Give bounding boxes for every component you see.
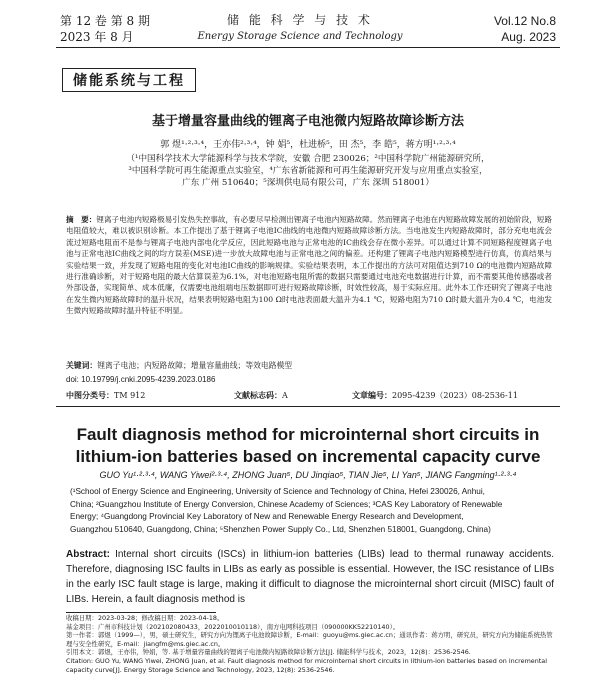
article-number-label: 文章编号：: [352, 390, 392, 400]
en-title-line: Fault diagnosis method for microinternal short circuits in: [76, 425, 540, 444]
en-affiliation-line: Energy; ⁴Guangdong Provincial Key Laboratory of New and Renewable Energy Research and Development,: [70, 512, 464, 521]
cn-affiliation-line: 广东 广州 510640；⁵深圳供电局有限公司，广东 深圳 518001）: [182, 178, 434, 189]
cn-abstract-text: 锂离子电池内短路极易引发热失控事故，有必要尽早检测出锂离子电池内短路故障。然而锂离子电池在内短路故障发展的初始阶段，短路电阻值较大，难以被识别诊断。本工作提出了基于锂离子电池IC曲线的电池微内短路故障诊断方法。当电池发生内短路故障时，部分充电电流会流过短路电阻而不是参与锂离子电池内部电化学反应，因此短路电池与正常电池的IC曲线会存在微小差异。可以通过计算不同短路程度锂离子电池与正常电池IC曲线之间的均方误差(MSE)进一步放大故障电池与正常电池之间的偏差。还构建了锂离子电池内短路模型进行仿真，仿真结果与实验结果一致，并发现了短路电阻的变化对电池IC曲线的影响规律。实验结果表明，本工作提出的方法可对阻值达到710 Ω的电池微内短路故障进行准确诊断，对于短路电阻的最大估算误差为6.1%，对电池短路电阻所需的数据只需要通过电池充电数据进行计算，而不需要其他传感器或者外部设备，实现简单、成本低廉，仅需要电池组端电压数据即可进行短路故障诊断，时效性较高，易于实际应用。此外本工作还研究了锂离子电池在发生微内短路故障时的温升状况，结果表明短路电阻为100 Ω时电池表面最大温升为4.1 ℃，短路电阻为710 Ω时最大温升为0.4 ℃，电池发生微内短路故障时温升特征不明显。: [66, 215, 552, 316]
clc-label: 中图分类号：: [66, 390, 114, 400]
section-label: 储能系统与工程: [62, 68, 196, 92]
header-rule: [56, 47, 560, 48]
en-affiliation-line: Guangzhou 510640, Guangdong, China; ⁵Shenzhen Power Supply Co., Ltd, Shenzhen 518001, Guangdong, China): [70, 524, 491, 534]
en-affiliation-line: China; ²Guangzhou Institute of Energy Conversion, Chinese Academy of Sciences; ³CAS Key Laboratory of Renewable: [70, 499, 503, 509]
journal-name-en: Energy Storage Science and Technology: [197, 31, 403, 42]
article-number: [352, 390, 518, 401]
cn-keywords-label: 关键词：: [66, 361, 98, 370]
cn-affiliations: [56, 153, 560, 190]
en-authors: GUO Yu¹·²·³·⁴, WANG Yiwei²·³·⁴, ZHONG Juan⁵, DU Jinqiao⁵, TIAN Jie⁵, LI Yan⁵, JIANG Fangming¹·²·³·⁴: [99, 470, 517, 480]
document-code-value: A: [282, 391, 288, 400]
cn-abstract-label: 摘 要：: [66, 215, 97, 224]
footnote-author-info: 第一作者：郭煜（1999—），男，硕士研究生，研究方向为锂离子电池故障诊断，E-mail：guoyu@ms.giec.ac.cn；通讯作者：蒋方明，研究员，研究方向为储能系统热管理与安全性研究，E-mail：jiangfm@ms.giec.ac.cn。: [66, 631, 553, 648]
cn-authors: 郭 煜¹·²·³·⁴，王亦伟²·³·⁴，钟 娟⁵，杜进桥⁵，田 杰⁵，李 皓⁵，蒋方明¹·²·³·⁴: [160, 140, 456, 150]
en-affiliation-line: (¹School of Energy Science and Engineering, University of Science and Technology of China, Hefei 230026, Anhui,: [70, 487, 485, 496]
clc-number: [66, 390, 145, 401]
cn-keywords: [66, 360, 552, 371]
en-abstract-label: Abstract:: [66, 549, 110, 560]
cn-title: 基于增量容量曲线的锂离子电池微内短路故障诊断方法: [151, 114, 464, 129]
en-title-line: lithium-ion batteries based on incremental capacity curve: [75, 447, 541, 466]
document-code: [234, 390, 288, 401]
issue-date: 2023 年 8 月: [60, 30, 134, 44]
footnote-rule: [66, 612, 216, 613]
cn-keywords-text: 锂离子电池；内短路故障；增量容量曲线；等效电路模型: [97, 361, 293, 370]
clc-value: TM 912: [114, 391, 146, 400]
journal-name-cn: 储 能 科 学 与 技 术: [227, 13, 373, 27]
footnote-received: 收稿日期：2023-03-28；修改稿日期：2023-04-18。: [66, 614, 224, 622]
en-affiliations: [70, 486, 550, 536]
cn-affiliation-line: ³中国科学院可再生能源重点实验室，⁴广东省新能源和可再生能源研究开发与应用重点实验室，: [128, 166, 488, 177]
cn-abstract: [66, 214, 552, 317]
document-code-label: 文献标志码：: [234, 390, 282, 400]
footnote-fund: 基金项目：广州市科技计划（202102080433，2022010010118），南方电网科技项目（090000KK52210140）。: [66, 622, 400, 631]
en-abstract: [66, 547, 554, 607]
article-number-value: 2095-4239（2023）08-2536-11: [392, 391, 518, 400]
footnote-citation-cn: 引用本文：郭煜，王亦伟，钟娟，等. 基于增量容量曲线的锂离子电池微内短路故障诊断方法[J]. 储能科学与技术，2023，12(8)：2536-2546.: [66, 648, 471, 657]
footnote-citation-en: Citation: GUO Yu, WANG Yiwei, ZHONG Juan, et al. Fault diagnosis method for microinternal short circuits in lithium-ion batteries based on incremental capacity curve[J]. Energy Storage Science and Technology, 2023, 12(8): 2536-2546.: [66, 656, 547, 674]
issue-volume-en: Vol.12 No.8: [493, 14, 556, 28]
en-title: [56, 424, 560, 468]
issue-date-en: Aug. 2023: [501, 30, 556, 44]
en-abstract-text: Internal short circuits (ISCs) in lithium-ion batteries (LIBs) lead to thermal runaway accidents. Therefore, diagnosing ISC faults in LIBs as early as possible is essential. However, the ISC resistance of LIBs in the early ISC fault stage is large, making it difficult to diagnose the microinternal short circuit (MISC) fault of LIBs. Herein, a fault diagnosis method is: [66, 549, 555, 605]
issue-volume: 第 12 卷 第 8 期: [60, 14, 150, 28]
doi[interactable]: doi: 10.19799/j.cnki.2095-4239.2023.0186: [66, 375, 216, 384]
classification-rule: [56, 406, 560, 407]
footnotes: [66, 614, 554, 674]
cn-affiliation-line: （¹中国科学技术大学能源科学与技术学院，安徽 合肥 230026；²中国科学院广州能源研究所，: [126, 154, 490, 164]
